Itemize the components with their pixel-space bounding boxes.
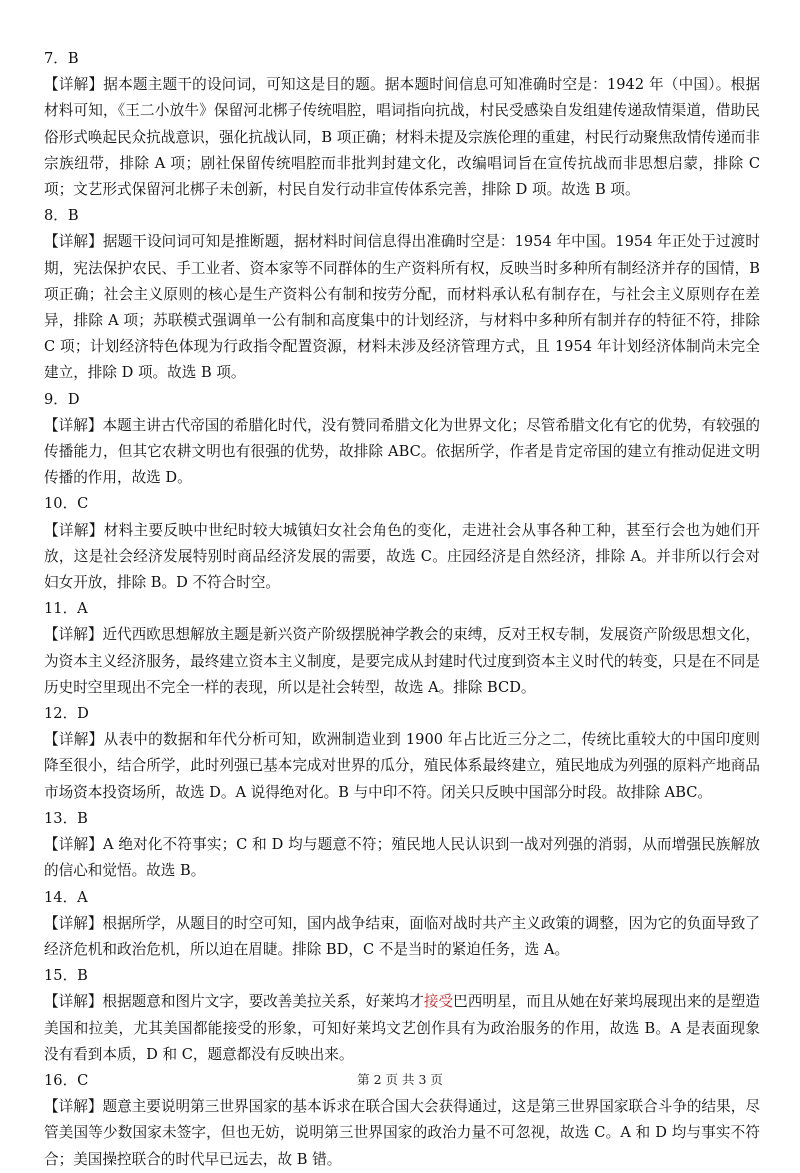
detail-tag: 【详解】 — [44, 416, 103, 434]
question-number: 16．C — [44, 1071, 89, 1089]
explanation-body: 题意主要说明第三世界国家的基本诉求在联合国大会获得通过，这是第三世界国家联合斗争的结果，尽管美国等少数国家未签字，但也无妨，说明第三世界国家的政治力量不可忽视，故选 C。A 和 D 均与事实不符合；美国操控联合的时代早已远去，故 B 错。 — [44, 1098, 760, 1168]
detail-tag: 【详解】 — [44, 233, 103, 251]
explanation-body: 近代西欧思想解放主题是新兴资产阶级摆脱神学教会的束缚，反对王权专制，发展资产阶级思想文化，为资本主义经济服务，最终建立资本主义制度，是要完成从封建时代过度到资本主义时代的转变，只是在不同是历史时空里现出不完全一样的表现，所以是社会转型，故选 A。排除 BCD。 — [44, 626, 760, 696]
question-number: 9．D — [44, 390, 80, 408]
page-footer: 第 2 页 共 3 页 — [357, 1072, 443, 1087]
explanation-body: 从表中的数据和年代分析可知，欧洲制造业到 1900 年占比近三分之二，传统比重较大的中国印度则降至很小，结合所学，此时列强已基本完成对世界的瓜分，殖民体系最终建立，殖民地成为列强的原料产地商品市场资本投资场所，故选 D。A 说得绝对化。B 与中印不符。闭关只反映中国部分时段。故排除 ABC。 — [44, 731, 760, 801]
explanation-text — [44, 727, 760, 806]
answer-item-15 — [44, 963, 760, 1068]
explanation-text — [44, 832, 760, 884]
question-number: 15．B — [44, 967, 88, 985]
question-number: 7．B — [44, 50, 79, 67]
detail-tag: 【详解】 — [44, 1098, 103, 1116]
detail-tag: 【详解】 — [44, 914, 103, 932]
explanation-body: 材料主要反映中世纪时较大城镇妇女社会角色的变化，走进社会从事各种工种，甚至行会也为她们开放，这是社会经济发展特别时商品经济发展的需要，故选 C。庄园经济是自然经济，排除 A。并非所以行会对妇女开放，排除 B。D 不符合时空。 — [44, 521, 760, 592]
explanation-body: 本题主讲古代帝国的希腊化时代，没有赞同希腊文化为世界文化；尽管希腊文化有它的优势，有较强的传播能力，但其它农耕文明也有很强的优势，故排除 ABC。依据所学，作者是肯定帝国的建立有推动促进文明传播的作用，故选 D。 — [44, 416, 760, 487]
detail-tag: 【详解】 — [44, 76, 104, 94]
answer-item-8 — [44, 203, 760, 386]
detail-tag: 【详解】 — [44, 731, 104, 749]
question-number: 11．A — [44, 600, 88, 618]
answer-item-9 — [44, 387, 760, 492]
explanation-text — [44, 518, 760, 597]
explanation-text — [44, 1094, 760, 1173]
explanation-body-before: 根据题意和图片文字，要改善美拉关系，好莱坞才 — [102, 993, 424, 1011]
answer-item-12 — [44, 701, 760, 806]
explanation-body-after: 巴西明星，而且从她在好莱坞展现出来的是塑造美国和拉美，尤其美国都能接受的形象，可知好莱坞文艺创作具有为政治服务的作用，故选 B。A 是表面现象没有看到本质，D 和 C，题意都没有反映出来。 — [44, 993, 760, 1063]
explanation-text — [44, 72, 760, 203]
explanation-text — [44, 229, 760, 386]
detail-tag: 【详解】 — [44, 626, 103, 644]
explanation-body: 据本题主题干的设问词，可知这是目的题。据本题时间信息可知准确时空是：1942 年（中国）。根据材料可知，《王二小放牛》保留河北梆子传统唱腔，唱词指向抗战，村民受感染自发组建传递敌情渠道，借助民俗形式唤起民众抗战意识，强化抗战认同，B 项正确；材料未提及宗族伦理的重建，村民行动聚焦敌情传递而非宗族纽带，排除 A 项；剧社保留传统唱腔而非批判封建文化，改编唱词旨在宣传抗战而非思想启蒙，排除 C 项；文艺形式保留河北梆子未创新，村民自发行动非宣传体系完善，排除 D 项。故选 B 项。 — [44, 76, 760, 199]
question-number: 14．A — [44, 888, 88, 906]
explanation-body: 根据所学，从题目的时空可知，国内战争结束，面临对战时共产主义政策的调整，因为它的负面导致了经济危机和政治危机，所以迫在眉睫。排除 BD，C 不是当时的紧迫任务，选 A。 — [44, 914, 760, 958]
answer-item-13 — [44, 806, 760, 885]
explanation-text — [44, 622, 760, 701]
highlighted-word: 接受 — [423, 993, 454, 1011]
answer-explanations — [44, 46, 760, 1173]
explanation-body: 据题干设问词可知是推断题，据材料时间信息得出准确时空是：1954 年中国。1954 年正处于过渡时期，宪法保护农民、手工业者、资本家等不同群体的生产资料所有权，反映当时多种所有制经济并存的国情，B 项正确；社会主义原则的核心是生产资料公有制和按劳分配，而材料承认私有制存在，与社会主义原则存在差异，排除 A 项；苏联模式强调单一公有制和高度集中的计划经济，与材料中多种所有制并存的特征不符，排除 C 项；计划经济特色体现为行政指令配置资源，材料未涉及经济管理方式，且 1954 年计划经济体制尚未完全建立，排除 D 项。故选 B 项。 — [44, 233, 760, 382]
answer-item-11 — [44, 596, 760, 701]
question-number: 12．D — [44, 705, 89, 723]
question-number: 10．C — [44, 495, 89, 513]
answer-item-14 — [44, 885, 760, 964]
detail-tag: 【详解】 — [44, 836, 103, 854]
detail-tag: 【详解】 — [44, 993, 103, 1011]
explanation-text — [44, 413, 760, 492]
explanation-body: A 绝对化不符事实；C 和 D 均与题意不符；殖民地人民认识到一战对列强的消弱，从而增强民族解放的信心和觉悟。故选 B。 — [44, 836, 760, 880]
question-number: 8．B — [44, 207, 79, 225]
answer-item-7 — [44, 46, 760, 203]
explanation-text — [44, 989, 760, 1068]
detail-tag: 【详解】 — [44, 521, 104, 539]
question-number: 13．B — [44, 809, 88, 827]
explanation-text — [44, 911, 760, 963]
answer-item-10 — [44, 491, 760, 596]
